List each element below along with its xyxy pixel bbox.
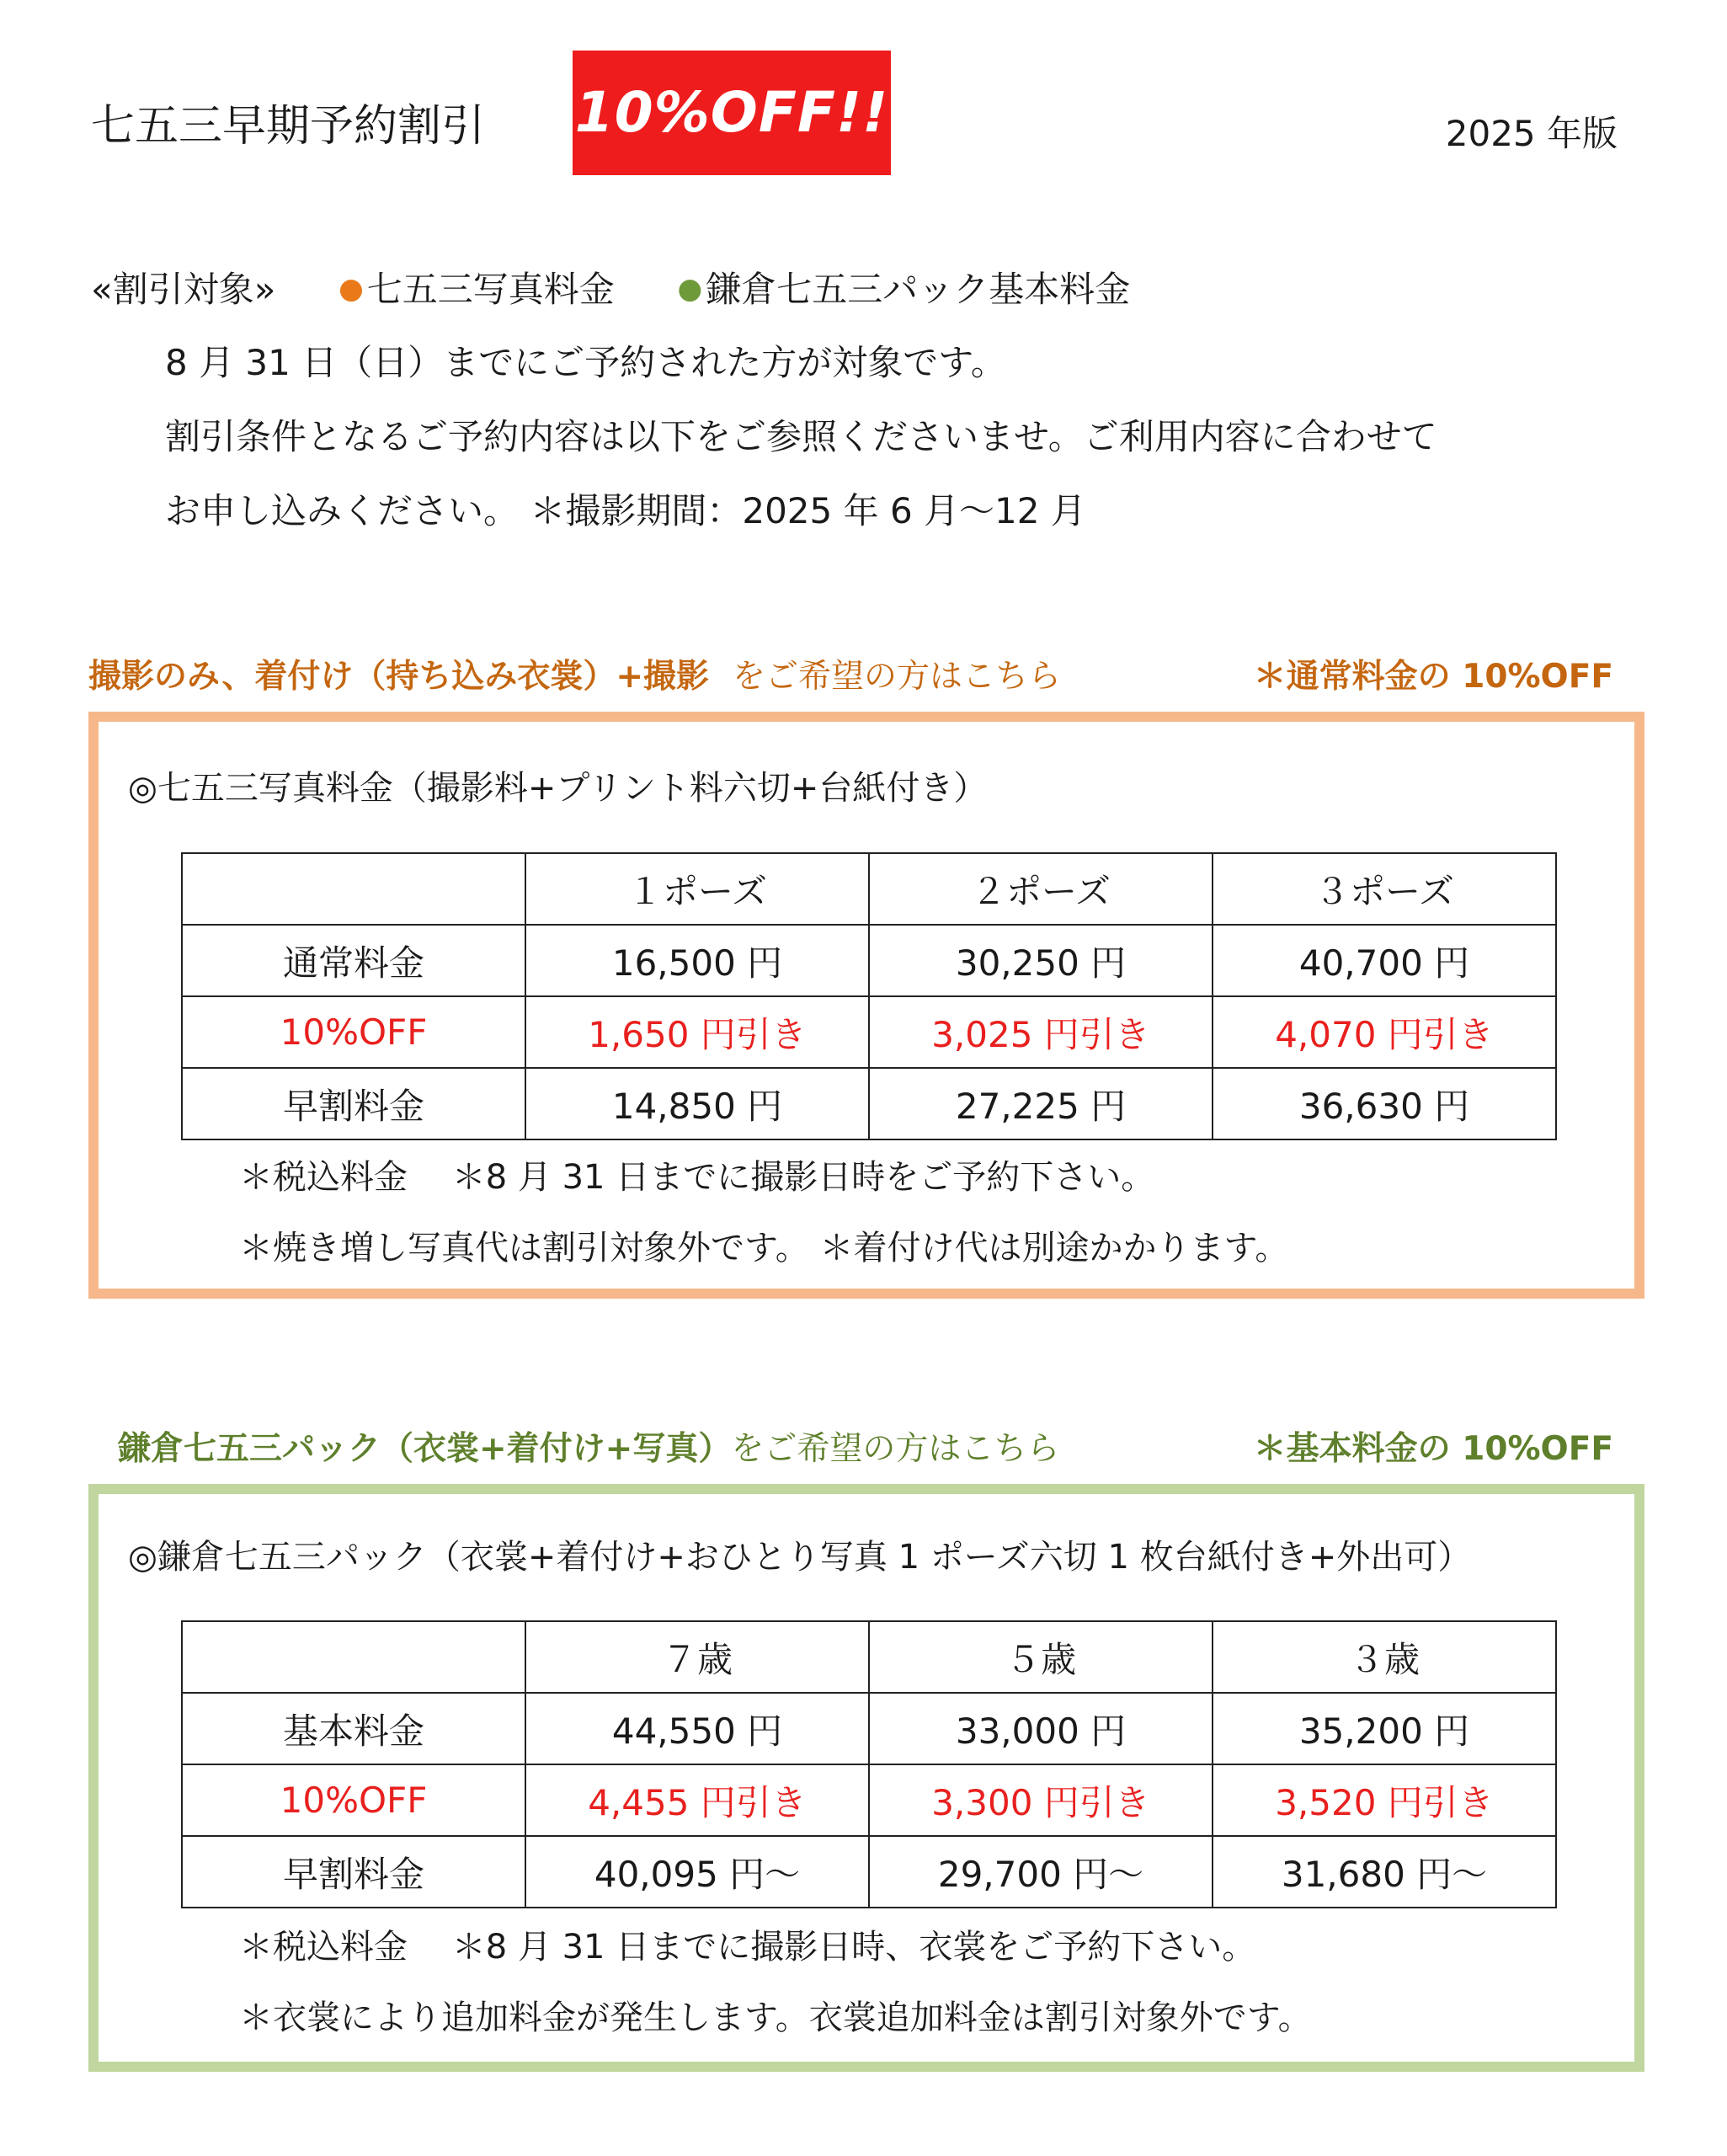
section2-heading-note: ＊基本料金の 10%OFF (1253, 1430, 1613, 1468)
table-cell: 36,630 円 (1213, 1068, 1556, 1139)
section1-note-2: ＊焼き増し写真代は割引対象外です。 ＊着付け代は別途かかります。 (239, 1229, 1289, 1267)
table-cell: 14,850 円 (525, 1068, 869, 1139)
table-cell: 31,680 円～ (1213, 1836, 1556, 1908)
table-cell: 4,070 円引き (1213, 996, 1556, 1068)
page-title: 七五三早期予約割引 (91, 101, 486, 152)
table-cell (182, 853, 525, 925)
kamakura-pack-table (181, 1620, 1557, 1908)
table-row (182, 1693, 1556, 1764)
section2-note-2: ＊衣裳により追加料金が発生します。衣裳追加料金は割引対象外です。 (239, 1999, 1312, 2037)
table-cell: 40,700 円 (1213, 925, 1556, 996)
section2-heading (118, 1427, 1059, 1472)
intro-line-1: 8 月 31 日（日）までにご予約された方が対象です。 (165, 342, 1006, 383)
table-header-cell: ３ポーズ (1213, 853, 1556, 925)
discount-target-line (91, 266, 1130, 312)
section2-heading-normal: をご希望の方はこちら (731, 1430, 1060, 1468)
table-row (182, 1068, 1556, 1139)
orange-dot-icon: ● (338, 272, 364, 306)
target-item-pack: 鎌倉七五三パック基本料金 (706, 269, 1131, 310)
table-cell: 40,095 円～ (525, 1836, 869, 1908)
section1-heading-bold: 撮影のみ、着付け（持ち込み衣裳）+撮影 (88, 658, 710, 696)
table-header-cell: １ポーズ (525, 853, 869, 925)
table-cell: 44,550 円 (525, 1693, 869, 1764)
photo-price-table (181, 852, 1557, 1140)
table-row (182, 1836, 1556, 1908)
section1-heading-note: ＊通常料金の 10%OFF (1253, 658, 1613, 696)
table-cell: 1,650 円引き (525, 996, 869, 1068)
table-cell: 3,025 円引き (869, 996, 1213, 1068)
table-cell (182, 1621, 525, 1693)
section2-note-1: ＊税込料金 ＊8 月 31 日までに撮影日時、衣裳をご予約下さい。 (239, 1928, 1256, 1967)
target-item-photo: 七五三写真料金 (366, 269, 615, 310)
table-row-discount (182, 1764, 1556, 1836)
section1-note-1: ＊税込料金 ＊8 月 31 日までに撮影日時をご予約下さい。 (239, 1158, 1155, 1197)
table-header-row (182, 1621, 1556, 1693)
table-cell: 27,225 円 (869, 1068, 1213, 1139)
table-row (182, 925, 1556, 996)
green-dot-icon: ● (677, 272, 703, 306)
discount-badge: 10%OFF!! (573, 51, 891, 175)
table-cell: 33,000 円 (869, 1693, 1213, 1764)
table-header-cell: ５歳 (869, 1621, 1213, 1693)
table-cell: 35,200 円 (1213, 1693, 1556, 1764)
target-label: «割引対象» (91, 269, 276, 310)
table-cell: 29,700 円～ (869, 1836, 1213, 1908)
row-label: 早割料金 (182, 1836, 525, 1908)
intro-line-3: お申し込みください。 ＊撮影期間：2025 年 6 月～12 月 (165, 490, 1086, 531)
table-cell: 30,250 円 (869, 925, 1213, 996)
table-header-cell: ２ポーズ (869, 853, 1213, 925)
table-cell: 4,455 円引き (525, 1764, 869, 1836)
section2-heading-bold: 鎌倉七五三パック（衣裳+着付け+写真） (118, 1430, 732, 1468)
row-label: 基本料金 (182, 1693, 525, 1764)
table-cell: 3,520 円引き (1213, 1764, 1556, 1836)
section1-heading-normal: をご希望の方はこちら (733, 658, 1062, 696)
edition-label: 2025 年版 (1445, 113, 1618, 154)
table-row-discount (182, 996, 1556, 1068)
row-label: 10%OFF (182, 1764, 525, 1836)
table-header-row (182, 853, 1556, 925)
table-cell: 16,500 円 (525, 925, 869, 996)
table-header-cell: ７歳 (525, 1621, 869, 1693)
section1-heading (88, 654, 1061, 700)
kamakura-pack-box-title: ◎鎌倉七五三パック（衣裳+着付け+おひとり写真 1 ポーズ六切 1 枚台紙付き+外出可） (128, 1538, 1472, 1577)
row-label: 早割料金 (182, 1068, 525, 1139)
row-label: 10%OFF (182, 996, 525, 1068)
photo-price-box-title: ◎七五三写真料金（撮影料+プリント料六切+台紙付き） (128, 769, 988, 808)
table-cell: 3,300 円引き (869, 1764, 1213, 1836)
intro-line-2: 割引条件となるご予約内容は以下をご参照くださいませ。ご利用内容に合わせて (165, 416, 1437, 457)
table-header-cell: ３歳 (1213, 1621, 1556, 1693)
row-label: 通常料金 (182, 925, 525, 996)
